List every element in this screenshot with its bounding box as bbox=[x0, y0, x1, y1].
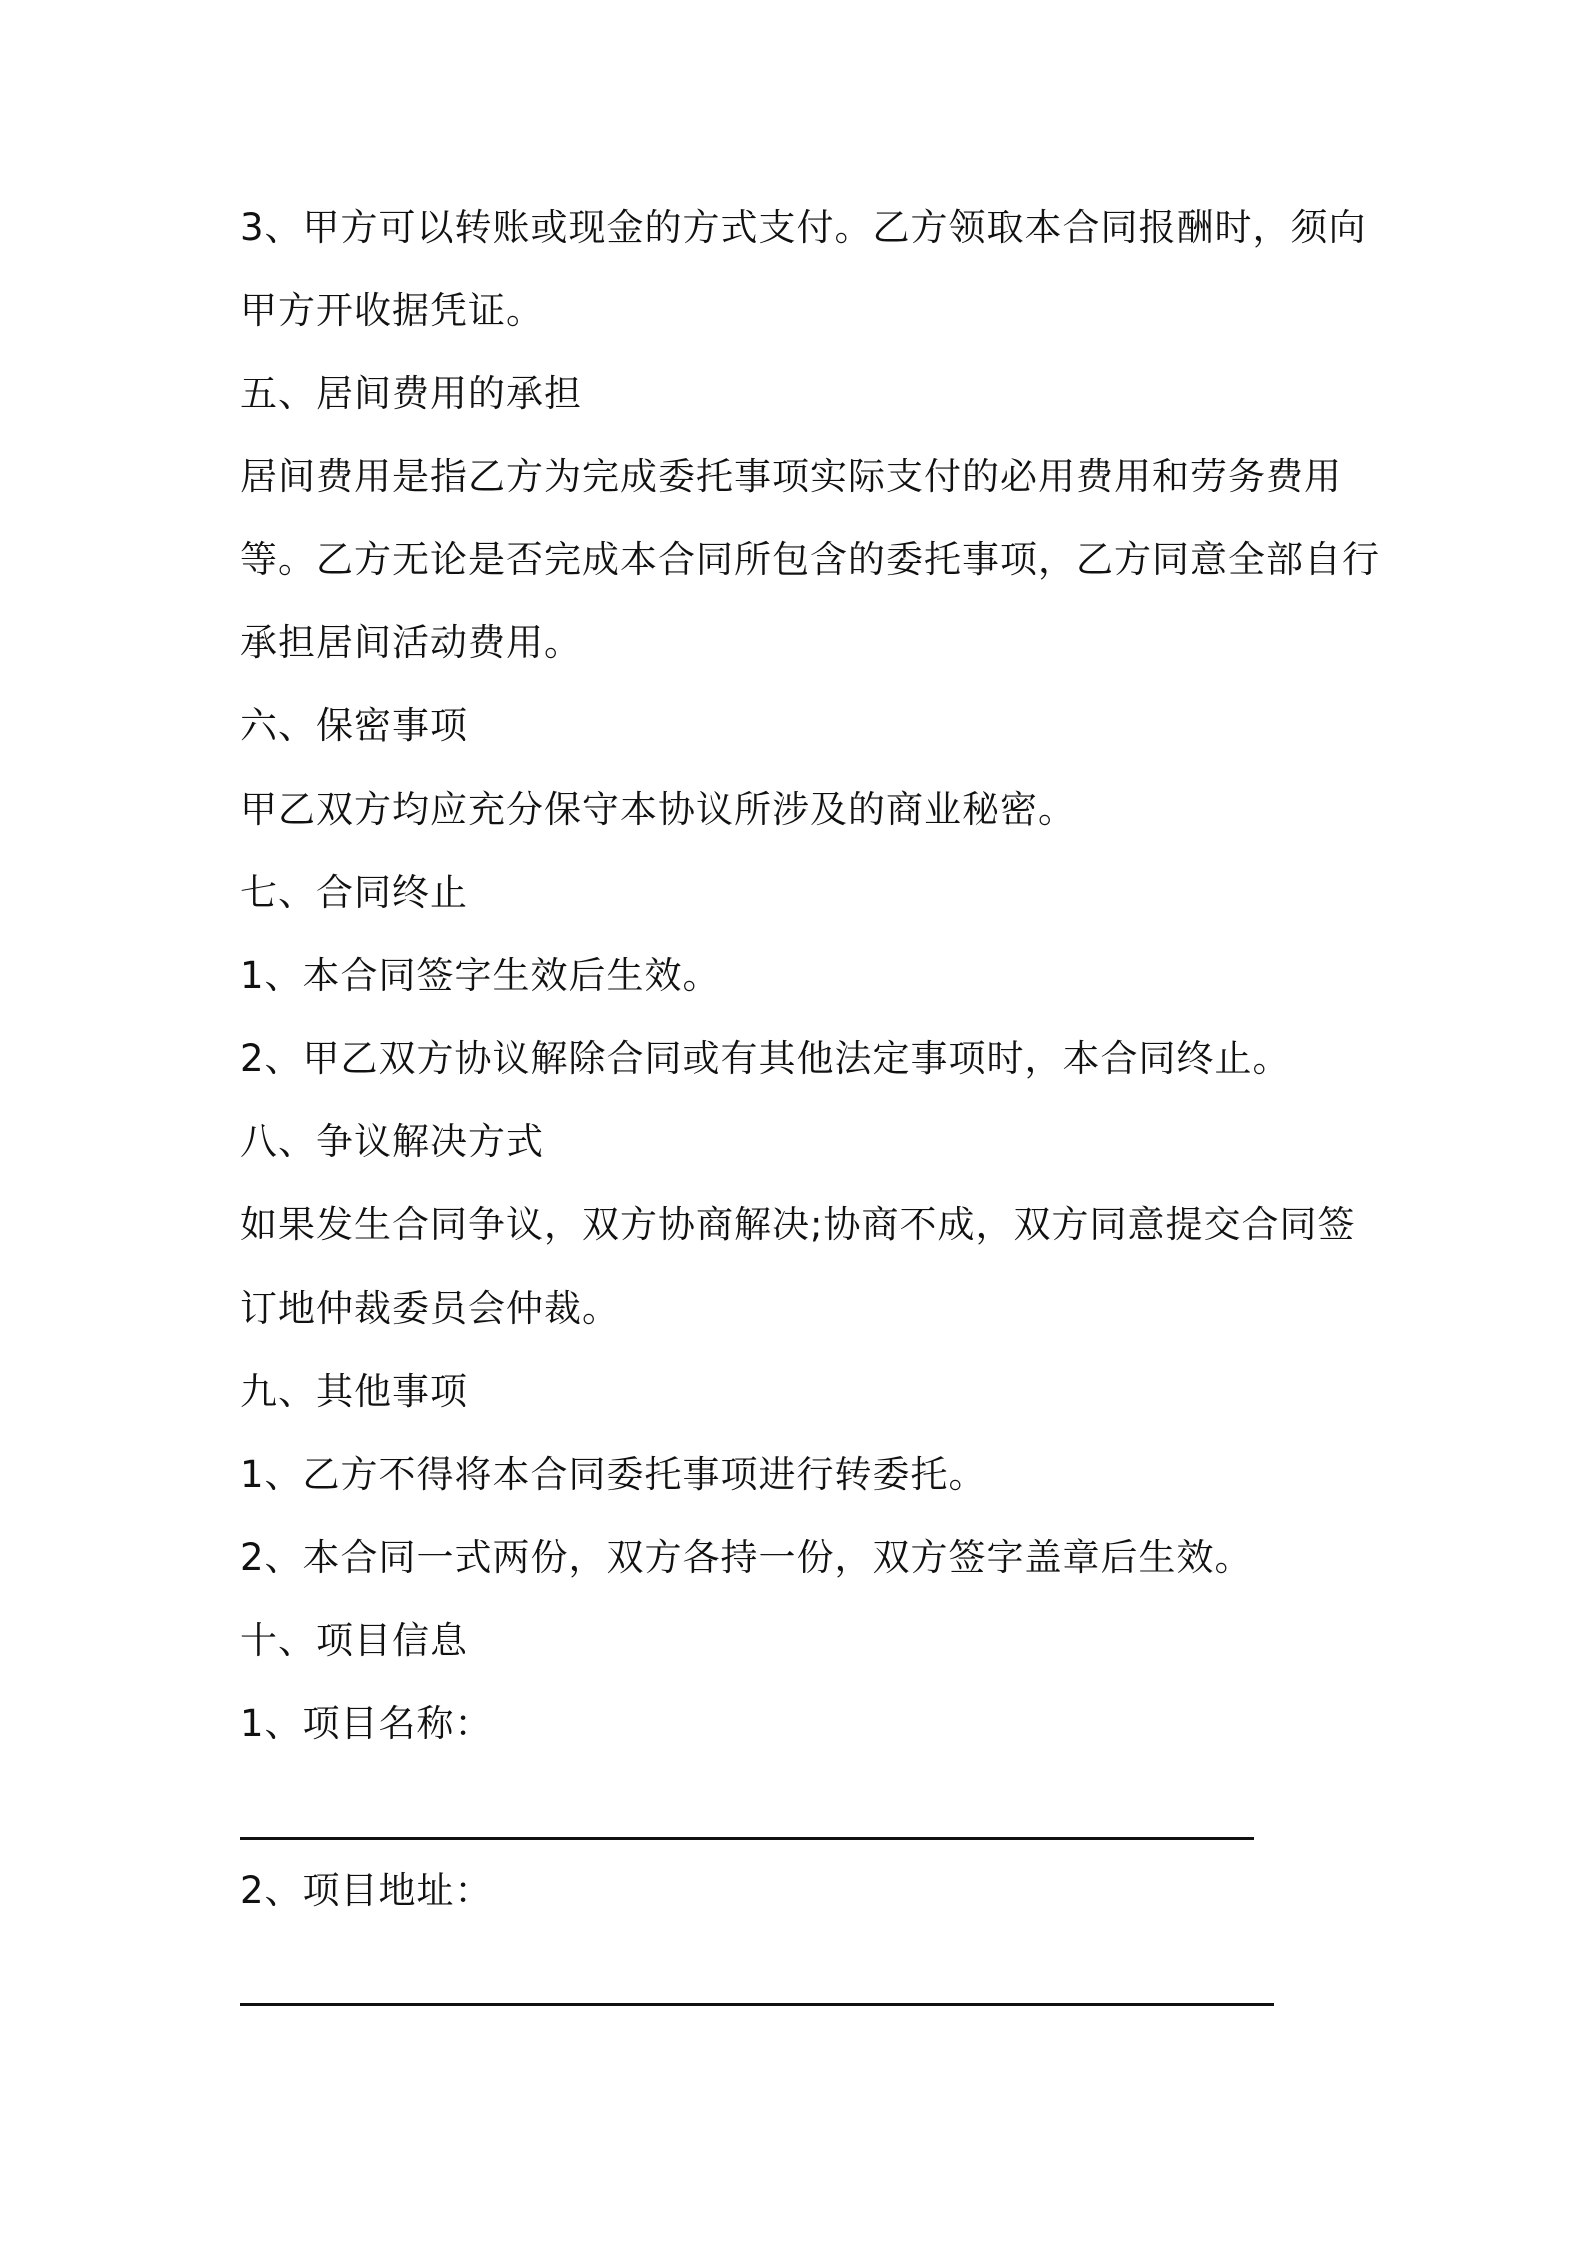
section-heading-6: 六、保密事项 bbox=[240, 704, 468, 747]
fee-clause-line-3: 承担居间活动费用。 bbox=[240, 621, 582, 664]
fee-clause-line-1: 居间费用是指乙方为完成委托事项实际支付的必用费用和劳务费用 bbox=[240, 455, 1342, 498]
section-heading-9: 九、其他事项 bbox=[240, 1370, 468, 1413]
project-address-blank bbox=[240, 2003, 1274, 2006]
other-item-1: 1、乙方不得将本合同委托事项进行转委托。 bbox=[240, 1453, 987, 1496]
section-heading-8: 八、争议解决方式 bbox=[240, 1120, 544, 1163]
termination-item-1: 1、本合同签字生效后生效。 bbox=[240, 954, 721, 997]
project-address-label: 2、项目地址： bbox=[240, 1869, 493, 1912]
section-heading-10: 十、项目信息 bbox=[240, 1619, 468, 1662]
payment-clause-line-2: 甲方开收据凭证。 bbox=[240, 289, 544, 332]
termination-item-2: 2、甲乙双方协议解除合同或有其他法定事项时，本合同终止。 bbox=[240, 1037, 1291, 1080]
dispute-clause-line-2: 订地仲裁委员会仲裁。 bbox=[240, 1287, 620, 1330]
dispute-clause-line-1: 如果发生合同争议，双方协商解决;协商不成，双方同意提交合同签 bbox=[240, 1203, 1356, 1246]
fee-clause-line-2: 等。乙方无论是否完成本合同所包含的委托事项，乙方同意全部自行 bbox=[240, 538, 1380, 581]
other-item-2: 2、本合同一式两份，双方各持一份，双方签字盖章后生效。 bbox=[240, 1536, 1253, 1579]
payment-clause-line-1: 3、甲方可以转账或现金的方式支付。乙方领取本合同报酬时，须向 bbox=[240, 206, 1367, 249]
project-name-blank bbox=[240, 1837, 1254, 1840]
confidentiality-clause: 甲乙双方均应充分保守本协议所涉及的商业秘密。 bbox=[240, 788, 1076, 831]
section-heading-7: 七、合同终止 bbox=[240, 871, 468, 914]
project-name-label: 1、项目名称： bbox=[240, 1702, 493, 1745]
section-heading-5: 五、居间费用的承担 bbox=[240, 372, 582, 415]
